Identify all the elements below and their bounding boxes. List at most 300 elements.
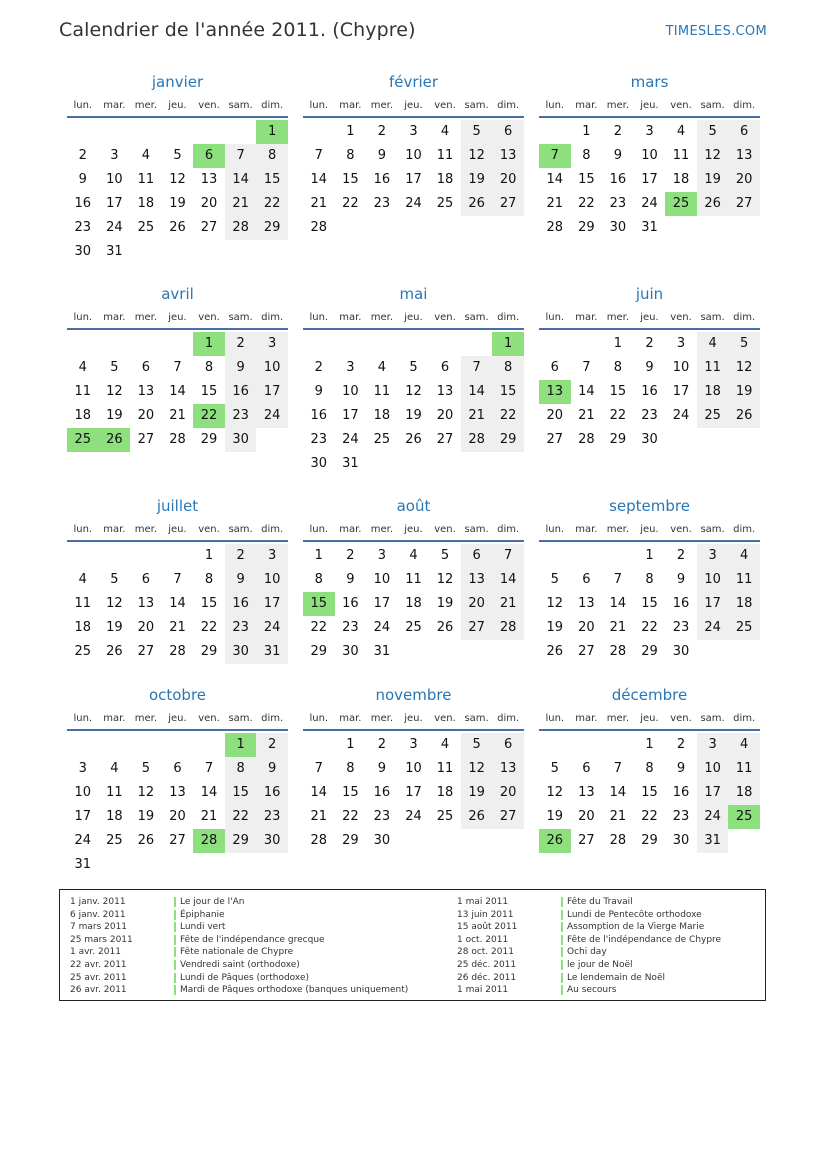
day-cell: 8: [225, 757, 257, 781]
day-cell: 9: [613, 148, 623, 163]
empty-cell: [539, 332, 571, 356]
day-cell: 21: [200, 809, 218, 824]
day-cell: 12: [697, 144, 729, 168]
day-cell: 15: [342, 172, 359, 187]
day-cell: 5: [728, 332, 760, 356]
day-cell: 25: [373, 432, 391, 447]
day-cell: 1: [314, 548, 323, 563]
day-cell: 4: [728, 733, 760, 757]
day-cell: 18: [74, 620, 92, 635]
weekday-label: mar.: [575, 712, 598, 724]
day-cell: 19: [546, 620, 564, 635]
holiday-date: 13 juin 2011: [457, 909, 514, 920]
day-cell: 25: [728, 616, 760, 640]
weekday-label: mar.: [339, 99, 362, 111]
day-cell: 12: [461, 757, 493, 781]
day-cell: 17: [405, 172, 422, 187]
day-cell: 17: [405, 785, 422, 800]
holiday-date: 1 mai 2011: [457, 897, 509, 907]
holiday-name: Mardi de Pâques orthodoxe (banques uniquement): [180, 985, 409, 996]
day-cell: 15: [200, 596, 218, 611]
empty-cell: [539, 120, 571, 144]
month-name: février: [388, 73, 439, 91]
day-cell: 6: [492, 120, 524, 144]
day-cell: 15: [256, 168, 288, 192]
day-cell: 9: [377, 761, 387, 776]
day-cell: 12: [169, 172, 186, 187]
day-cell: 16: [672, 596, 690, 611]
day-cell: 26: [405, 432, 422, 447]
day-cell: 14: [310, 785, 328, 800]
holiday-marker: [561, 910, 563, 920]
month-11: [539, 683, 760, 853]
day-cell: 21: [169, 620, 186, 635]
holiday-name: Lundi de Pâques (orthodoxe): [180, 972, 309, 983]
day-cell: 24: [405, 196, 422, 211]
day-cell: 26: [697, 192, 729, 216]
day-cell: 17: [672, 384, 690, 399]
holiday-day-cell: 1: [193, 332, 225, 356]
day-cell: 8: [492, 356, 524, 380]
day-cell: 8: [314, 572, 323, 587]
weekday-label: dim.: [261, 99, 284, 111]
day-cell: 4: [409, 548, 418, 563]
holiday-row: [457, 959, 817, 972]
day-cell: 19: [436, 596, 454, 611]
holiday-row: [70, 896, 430, 909]
day-cell: 11: [728, 757, 760, 781]
month-5: [539, 282, 760, 452]
weekday-label: ven.: [670, 311, 692, 323]
day-cell: 7: [582, 360, 591, 375]
holiday-marker: [561, 922, 563, 932]
empty-cell: [99, 332, 131, 356]
holiday-name: Épiphanie: [180, 909, 225, 920]
weekday-label: sam.: [700, 523, 725, 535]
day-cell: 1: [346, 124, 355, 139]
day-cell: 16: [310, 408, 328, 423]
day-cell: 17: [106, 196, 123, 211]
weekday-header: [303, 94, 524, 118]
day-cell: 31: [342, 456, 359, 471]
day-cell: 10: [697, 757, 729, 781]
day-cell: 17: [74, 809, 92, 824]
weekday-label: jeu.: [168, 712, 187, 724]
day-cell: 1: [582, 124, 591, 139]
holiday-date: 28 oct. 2011: [457, 947, 514, 958]
day-cell: 24: [373, 620, 391, 635]
day-cell: 11: [74, 384, 92, 399]
holiday-day-cell: 25: [67, 428, 99, 452]
day-cell: 4: [78, 360, 87, 375]
day-cell: 3: [256, 332, 288, 356]
weekday-label: mer.: [134, 99, 158, 111]
page-title: Calendrier de l'année 2011. (Chypre): [59, 19, 416, 41]
day-cell: 30: [672, 644, 690, 659]
month-name: mars: [630, 73, 669, 91]
holiday-row: [457, 972, 817, 985]
month-name: septembre: [609, 497, 690, 515]
weekday-header: [539, 518, 760, 542]
day-cell: 29: [641, 833, 658, 848]
day-cell: 6: [440, 360, 450, 375]
day-cell: 5: [461, 120, 493, 144]
day-cell: 12: [546, 596, 564, 611]
day-cell: 25: [436, 196, 454, 211]
day-cell: 26: [546, 644, 564, 659]
day-cell: 5: [550, 761, 559, 776]
holiday-row: [70, 972, 430, 985]
day-cell: 2: [676, 737, 686, 752]
day-cell: 15: [641, 785, 658, 800]
weekday-label: sam.: [700, 99, 725, 111]
day-cell: 28: [169, 432, 186, 447]
holiday-date: 25 mars 2011: [70, 934, 133, 945]
day-cell: 22: [310, 620, 328, 635]
month-2: [539, 70, 760, 240]
empty-cell: [162, 733, 194, 757]
day-cell: 5: [110, 360, 119, 375]
empty-cell: [130, 544, 162, 568]
day-cell: 5: [173, 148, 182, 163]
day-cell: 27: [492, 805, 524, 829]
weekday-label: ven.: [198, 99, 220, 111]
weekday-label: mer.: [606, 712, 630, 724]
day-cell: 22: [200, 620, 218, 635]
weekday-label: lun.: [545, 311, 565, 323]
day-grid: [67, 330, 288, 452]
holiday-date: 1 janv. 2011: [70, 897, 126, 907]
day-cell: 4: [141, 148, 151, 163]
day-cell: 25: [74, 644, 92, 659]
day-cell: 3: [377, 548, 387, 563]
day-cell: 23: [373, 809, 391, 824]
weekday-label: mer.: [134, 311, 158, 323]
weekday-label: mer.: [370, 523, 394, 535]
weekday-label: ven.: [434, 523, 456, 535]
holiday-date: 15 août 2011: [457, 922, 518, 933]
day-cell: 18: [106, 809, 123, 824]
holiday-marker: [174, 973, 176, 983]
day-cell: 4: [110, 761, 119, 776]
day-grid: [303, 118, 524, 240]
day-cell: 14: [546, 172, 564, 187]
day-cell: 12: [436, 572, 454, 587]
holiday-marker: [174, 922, 176, 932]
holiday-marker: [561, 947, 563, 957]
day-cell: 10: [405, 148, 422, 163]
weekday-label: lun.: [309, 523, 329, 535]
day-cell: 8: [582, 148, 591, 163]
month-name: décembre: [611, 686, 688, 704]
day-cell: 7: [492, 544, 524, 568]
day-cell: 14: [169, 596, 186, 611]
day-grid: [539, 731, 760, 853]
day-cell: 11: [728, 568, 760, 592]
day-cell: 18: [697, 380, 729, 404]
day-cell: 10: [256, 568, 288, 592]
day-cell: 3: [78, 761, 87, 776]
day-cell: 23: [225, 404, 257, 428]
weekday-label: sam.: [700, 712, 725, 724]
weekday-label: lun.: [73, 523, 93, 535]
day-cell: 31: [373, 644, 391, 659]
day-cell: 3: [346, 360, 355, 375]
day-cell: 10: [256, 356, 288, 380]
day-cell: 23: [342, 620, 359, 635]
weekday-label: mer.: [606, 99, 630, 111]
day-cell: 8: [346, 761, 355, 776]
month-name: avril: [161, 285, 194, 303]
holiday-row: [457, 946, 817, 959]
day-cell: 26: [169, 220, 186, 235]
brand-link[interactable]: TIMESLES.COM: [665, 24, 767, 39]
weekday-label: lun.: [309, 712, 329, 724]
day-cell: 24: [106, 220, 123, 235]
holiday-date: 1 mai 2011: [457, 985, 509, 996]
day-cell: 24: [641, 196, 658, 211]
day-cell: 3: [409, 124, 418, 139]
weekday-header: [67, 306, 288, 330]
day-cell: 24: [697, 805, 729, 829]
day-cell: 30: [342, 644, 359, 659]
day-cell: 5: [409, 360, 418, 375]
weekday-label: dim.: [497, 99, 520, 111]
weekday-label: mar.: [339, 311, 362, 323]
day-cell: 24: [342, 432, 359, 447]
day-cell: 10: [641, 148, 658, 163]
weekday-label: mer.: [134, 712, 158, 724]
empty-cell: [335, 332, 367, 356]
day-cell: 7: [314, 761, 323, 776]
day-cell: 20: [578, 620, 595, 635]
day-cell: 14: [225, 168, 257, 192]
holiday-day-cell: 6: [193, 144, 225, 168]
day-cell: 27: [137, 432, 155, 447]
day-cell: 16: [373, 785, 391, 800]
day-cell: 8: [645, 761, 654, 776]
day-cell: 1: [613, 336, 623, 351]
weekday-label: mer.: [134, 523, 158, 535]
day-cell: 31: [697, 829, 729, 853]
holiday-row: [457, 909, 817, 922]
day-cell: 18: [74, 408, 92, 423]
day-cell: 11: [436, 761, 454, 776]
holiday-day-cell: 26: [99, 428, 131, 452]
empty-cell: [303, 733, 335, 757]
day-cell: 16: [373, 172, 391, 187]
day-cell: 18: [373, 408, 391, 423]
day-cell: 27: [169, 833, 186, 848]
day-cell: 27: [578, 644, 595, 659]
day-cell: 30: [373, 833, 391, 848]
day-cell: 30: [256, 829, 288, 853]
day-cell: 22: [641, 620, 658, 635]
empty-cell: [602, 733, 634, 757]
day-cell: 22: [256, 192, 288, 216]
holiday-marker: [561, 897, 563, 907]
day-cell: 7: [204, 761, 214, 776]
weekday-label: ven.: [670, 99, 692, 111]
month-name: juin: [635, 285, 664, 303]
day-cell: 1: [645, 548, 654, 563]
day-cell: 3: [645, 124, 654, 139]
day-cell: 8: [204, 572, 214, 587]
day-cell: 11: [106, 785, 123, 800]
weekday-label: mar.: [103, 99, 126, 111]
day-cell: 28: [492, 616, 524, 640]
day-grid: [539, 542, 760, 664]
weekday-label: jeu.: [640, 311, 659, 323]
empty-cell: [162, 120, 194, 144]
day-cell: 8: [613, 360, 623, 375]
day-cell: 12: [546, 785, 564, 800]
weekday-label: sam.: [464, 311, 489, 323]
weekday-label: mar.: [103, 523, 126, 535]
holiday-marker: [561, 985, 563, 995]
day-cell: 10: [74, 785, 92, 800]
holiday-marker: [174, 947, 176, 957]
weekday-label: dim.: [733, 523, 756, 535]
day-cell: 19: [106, 620, 123, 635]
day-cell: 20: [200, 196, 218, 211]
day-cell: 23: [672, 620, 690, 635]
day-cell: 11: [697, 356, 729, 380]
weekday-label: mar.: [575, 523, 598, 535]
day-cell: 29: [641, 644, 658, 659]
day-cell: 2: [346, 548, 355, 563]
weekday-label: mer.: [606, 311, 630, 323]
holiday-marker: [561, 960, 563, 970]
weekday-label: jeu.: [404, 99, 423, 111]
holiday-name: Vendredi saint (orthodoxe): [180, 960, 300, 970]
day-cell: 19: [106, 408, 123, 423]
day-cell: 15: [342, 785, 359, 800]
month-name: août: [396, 497, 431, 515]
day-cell: 6: [173, 761, 182, 776]
day-cell: 16: [256, 781, 288, 805]
day-cell: 10: [373, 572, 391, 587]
weekday-label: dim.: [497, 311, 520, 323]
holiday-date: 7 mars 2011: [70, 922, 128, 933]
day-cell: 13: [492, 757, 524, 781]
day-cell: 20: [492, 168, 524, 192]
empty-cell: [461, 332, 493, 356]
month-1: [303, 70, 524, 240]
day-cell: 19: [405, 408, 422, 423]
day-cell: 29: [225, 829, 257, 853]
day-cell: 23: [256, 805, 288, 829]
day-cell: 4: [697, 332, 729, 356]
holiday-row: [70, 934, 430, 947]
day-cell: 7: [225, 144, 257, 168]
weekday-label: ven.: [434, 712, 456, 724]
weekday-header: [303, 306, 524, 330]
day-cell: 12: [106, 596, 123, 611]
day-cell: 23: [74, 220, 92, 235]
day-cell: 4: [377, 360, 387, 375]
day-cell: 16: [342, 596, 359, 611]
weekday-label: sam.: [700, 311, 725, 323]
day-cell: 12: [728, 356, 760, 380]
day-cell: 8: [645, 572, 654, 587]
day-cell: 24: [256, 616, 288, 640]
day-cell: 19: [546, 809, 564, 824]
day-cell: 13: [200, 172, 218, 187]
empty-cell: [67, 120, 99, 144]
empty-cell: [225, 120, 257, 144]
weekday-label: dim.: [733, 99, 756, 111]
day-cell: 12: [405, 384, 422, 399]
holiday-name: Fête nationale de Chypre: [180, 947, 294, 958]
empty-cell: [539, 544, 571, 568]
weekday-label: lun.: [545, 523, 565, 535]
holiday-row: [457, 921, 817, 934]
day-cell: 8: [346, 148, 355, 163]
day-cell: 7: [173, 360, 182, 375]
day-cell: 21: [310, 809, 328, 824]
day-cell: 21: [609, 620, 627, 635]
day-cell: 27: [436, 432, 454, 447]
weekday-label: jeu.: [640, 712, 659, 724]
day-cell: 6: [141, 572, 151, 587]
holiday-day-cell: 26: [539, 829, 571, 853]
empty-cell: [303, 332, 335, 356]
holiday-row: [70, 984, 430, 997]
day-cell: 6: [492, 733, 524, 757]
day-cell: 2: [225, 544, 257, 568]
day-cell: 14: [609, 596, 627, 611]
weekday-label: ven.: [198, 311, 220, 323]
day-cell: 13: [169, 785, 186, 800]
day-cell: 20: [728, 168, 760, 192]
day-cell: 29: [200, 644, 218, 659]
weekday-label: dim.: [261, 523, 284, 535]
day-cell: 29: [200, 432, 218, 447]
day-cell: 8: [256, 144, 288, 168]
holiday-name: Le jour de l'An: [180, 897, 245, 907]
day-cell: 20: [137, 408, 155, 423]
weekday-label: jeu.: [168, 311, 187, 323]
day-cell: 22: [492, 404, 524, 428]
weekday-label: lun.: [73, 311, 93, 323]
day-cell: 13: [578, 785, 595, 800]
day-cell: 2: [256, 733, 288, 757]
day-cell: 21: [578, 408, 595, 423]
empty-cell: [602, 544, 634, 568]
month-name: novembre: [375, 686, 452, 704]
day-cell: 19: [169, 196, 186, 211]
day-cell: 30: [609, 220, 627, 235]
day-cell: 26: [728, 404, 760, 428]
day-cell: 27: [200, 220, 218, 235]
day-cell: 16: [672, 785, 690, 800]
day-cell: 25: [697, 404, 729, 428]
holiday-row: [457, 934, 817, 947]
empty-cell: [303, 120, 335, 144]
day-cell: 6: [728, 120, 760, 144]
day-cell: 22: [578, 196, 595, 211]
weekday-label: dim.: [733, 712, 756, 724]
holiday-name: Fête de l'indépendance grecque: [180, 934, 325, 945]
weekday-label: ven.: [670, 712, 692, 724]
day-cell: 3: [697, 733, 729, 757]
weekday-label: lun.: [545, 99, 565, 111]
day-cell: 26: [461, 192, 493, 216]
day-cell: 7: [613, 761, 623, 776]
day-cell: 9: [78, 172, 87, 187]
day-cell: 16: [225, 380, 257, 404]
